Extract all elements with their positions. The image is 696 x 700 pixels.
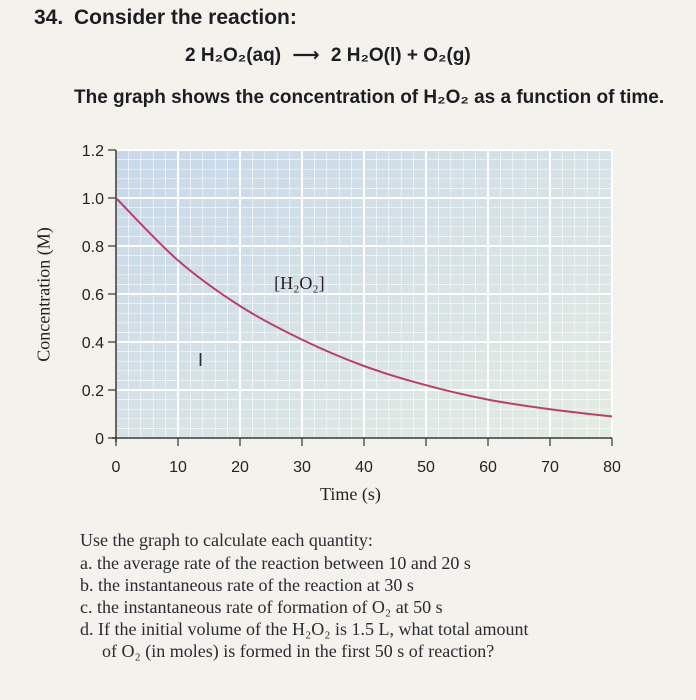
question-item-text: the instantaneous rate of formation of O₂ at 50 s: [97, 597, 443, 617]
question-item-b: [80, 574, 680, 596]
question-item-text: the average rate of the reaction between 10 and 20 s: [97, 553, 471, 573]
x-tick-label: 60: [479, 459, 497, 476]
text-cursor-icon: I: [197, 350, 204, 371]
questions-prompt: Use the graph to calculate each quantity:: [80, 530, 373, 550]
x-tick-label: 70: [541, 459, 559, 476]
question-item-d-continued: of O₂ (in moles) is formed in the first 50 s of reaction?: [102, 641, 495, 661]
y-tick-label: 0: [95, 431, 104, 448]
x-tick-label: 40: [355, 459, 373, 476]
questions-list: [80, 552, 680, 662]
x-tick-label: 0: [111, 459, 121, 476]
question-item-c: [80, 596, 680, 618]
graph-description: The graph shows the concentration of H₂O₂ as a function of time.: [74, 87, 665, 108]
x-tick-label: 10: [169, 459, 187, 476]
question-item-a: [80, 552, 680, 574]
equation-products: 2 H₂O(l) + O₂(g): [330, 45, 471, 66]
y-tick-label: 1.0: [81, 191, 104, 208]
question-item-label: d.: [80, 619, 94, 639]
question-item-label: c.: [80, 597, 93, 617]
question-item-text: the instantaneous rate of the reaction at 30 s: [98, 575, 414, 595]
x-axis-label: Time (s): [320, 484, 381, 504]
x-tick-label: 80: [603, 459, 621, 476]
x-tick-label: 20: [231, 459, 249, 476]
question-item-d: [80, 618, 680, 640]
question-number: 34.: [34, 6, 64, 29]
equation-reactants: 2 H₂O₂(aq): [185, 45, 282, 66]
question-item-text: If the initial volume of the H₂O₂ is 1.5 L, what total amount: [98, 619, 529, 639]
series-annotation: [H₂O₂]: [274, 273, 325, 294]
question-intro: Consider the reaction:: [74, 6, 297, 29]
x-tick-label: 50: [417, 459, 435, 476]
y-tick-label: 0.8: [81, 239, 104, 256]
question-item-label: a.: [80, 553, 93, 573]
x-tick-label: 30: [293, 459, 311, 476]
question-item-label: b.: [80, 575, 94, 595]
y-tick-label: 1.2: [81, 143, 104, 160]
y-tick-label: 0.2: [81, 383, 104, 400]
y-tick-label: 0.6: [81, 287, 104, 304]
y-tick-label: 0.4: [81, 335, 104, 352]
y-axis-label: Concentration (M): [33, 227, 54, 362]
equation-arrow: ⟶: [292, 45, 320, 66]
